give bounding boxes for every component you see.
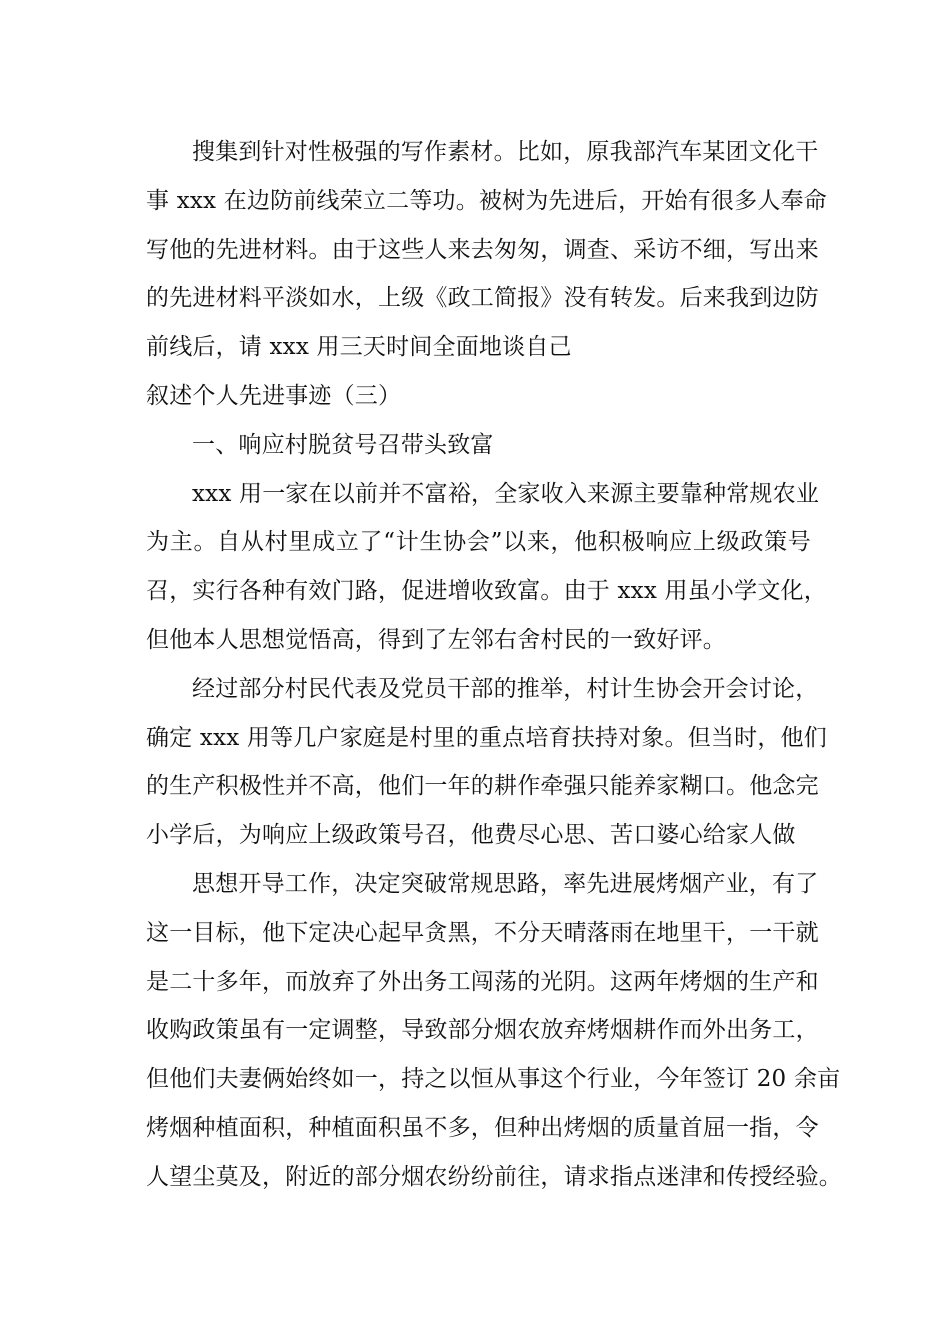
text-line: 召，实行各种有效门路，促进增收致富。由于 xxx 用虽小学文化， [146,578,827,605]
text-line: 搜集到针对性极强的写作素材。比如，原我部汽车某团文化干 [192,139,819,165]
text-line: xxx 用一家在以前并不富裕，全家收入来源主要靠种常规农业 [192,480,820,507]
text-line: 前线后，请 xxx 用三天时间全面地谈自己 [146,334,572,361]
text-line: 确定 xxx 用等几户家庭是村里的重点培育扶持对象。但当时，他们 [146,724,827,751]
section-heading: 叙述个人先进事迹（三） [146,382,402,409]
text-line: 小学后，为响应上级政策号召，他费尽心思、苦口婆心给家人做 [146,822,796,849]
document-body [146,128,842,1202]
text-line: 事 xxx 在边防前线荣立二等功。被树为先进后，开始有很多人奉命 [146,187,827,214]
text-line: 但他们夫妻俩始终如一，持之以恒从事这个行业，今年签订 20 余亩 [146,1066,841,1093]
text-line: 人望尘莫及，附近的部分烟农纷纷前往，请求指点迷津和传授经验。 [146,1163,842,1190]
text-line: 的先进材料平淡如水，上级《政工简报》没有转发。后来我到边防 [146,285,819,312]
text-line: 经过部分村民代表及党员干部的推举，村计生协会开会讨论， [192,675,819,702]
text-line: 的生产积极性并不高，他们一年的耕作牵强只能养家糊口。他念完 [146,773,819,800]
text-line: 但他本人思想觉悟高，得到了左邻右舍村民的一致好评。 [146,626,726,653]
text-line: 思想开导工作，决定突破常规思路，率先进展烤烟产业，有了 [192,870,819,897]
text-line: 烤烟种植面积，种植面积虽不多，但种出烤烟的质量首屈一指，令 [146,1114,819,1141]
text-line: 写他的先进材料。由于这些人来去匆匆，调查、采访不细，写出来 [146,236,819,263]
text-line: 是二十多年，而放弃了外出务工闯荡的光阴。这两年烤烟的生产和 [146,968,819,995]
text-line: 为主。自从村里成立了“计生协会”以来，他积极响应上级政策号 [146,529,811,556]
text-line: 收购政策虽有一定调整，导致部分烟农放弃烤烟耕作而外出务工， [146,1017,819,1044]
text-line: 这一目标，他下定决心起早贪黑，不分天晴落雨在地里干，一干就 [146,919,819,946]
subsection-heading: 一、响应村脱贫号召带头致富 [192,431,494,458]
